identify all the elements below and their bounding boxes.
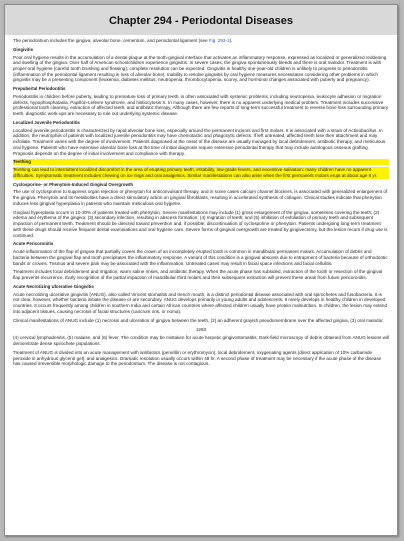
section-heading: Acute Pericoronitis [13,241,54,247]
section-heading: Gingivitis [13,46,34,52]
section-heading: Acute Necrotizing Ulcerative Gingivitis [13,284,94,289]
section-paragraph: Clinical manifestations of ANUG include (1) necrosis and ulceration of gingiva between the teeth, (2) an adherent grayish pseudomembrane over the affected gingiva, (3) oral malodor, [13,317,384,323]
section-paragraph: Acute inflammation of the flap of gingiva that partially covers the crown of an incompletely erupted tooth is common in mandibular permanent molars. Accumulation of debris and bacteria between the gingival flap and tooth precipitates the inflammatory response. A variant of this condition is a gingival abscess due to entrapment of bacteria because of orthodontic bands or crowns. Trismus and severe pain may be associated with the inflammation. Untreated cases may result in facial space infections and facial cellulitis. [13,249,388,266]
section-heading: Teething [13,159,389,165]
continued-paragraph: (4) cervical lymphadenitis, (5) malaise, and (6) fever. The condition may be mistaken for acute herpetic gingivostomatitis. Dark-field microscopy of debris obtained from ANUG lesions will demonstrate dense spirochete populations. [13,335,389,347]
section-paragraph: Localized juvenile periodontitis is characterized by rapid alveolar bone loss, especially around the permanent incisors and first molars. It is associated with a strain of Actinobacillus. In addition, the neutrophils of patients with localized juvenile periodontitis may have chemotactic and phagocytic defects. If left untreated, affected teeth lose their attachment and may exfoliate. Treatment varies with the degree of involvement. Patients diagnosed at the onset of the disease are usually managed by local debridement, antibiotic therapy, and meticulous oral hygiene. Patients who have extensive alveolar bone loss at the time of initial diagnosis require extensive periodontal therapy that may include autologous osseous grafting. Prognosis depends on the degree of initial involvement and compliance with therapy. [13,127,386,156]
section-paragraph: Treatment includes local debridement and irrigation, warm saline rinses, and antibiotic therapy. When the acute phase has subsided, extraction of the tooth or resection of the gingival flap prevents recurrence. Early recognition of the partial impaction of mandibular third molars and their subsequent extraction will prevent these areas from future pericoronitis. [13,269,383,281]
page-number: 1263 [195,326,207,332]
section-paragraph: Periodontitis in children before puberty, leading to premature loss of primary teeth, is often associated with systemic problems, including neutropenia, leukocyte adhesion or migration defects, hypophosphatasia, Papillon-Lefevre syndrome, and histiocytosis X. In many cases, however, there is no apparent underlying medical problem. Treatment includes successive professional tooth cleaning, extraction of affected teeth, and antibiotic therapy. Although there are few reports of long-term successful treatment to reverse bone loss surrounding primary teeth, diagnostic work-ups are necessary to rule out underlying systemic disease. [13,94,389,117]
intro-paragraph: The periodontium includes the gingiva, alveolar bone, cementum, and periodontal ligament (see Fig. 293-1). [13,38,233,43]
section-paragraph: Gingival hyperplasia occurs in 10-30% of patients treated with phenytoin. Severe manifestations may include (1) gross enlargement of the gingiva, sometimes covering the teeth; (2) edema and erythema of the gingiva; (3) secondary infection, resulting in abscess formation; (4) migration of teeth; and (5) inhibition of exfoliation of primary teeth and subsequent impaction of permanent teeth. Treatment should be directed toward prevention and, if possible, discontinuation of cyclosporine or phenytoin. Patients undergoing long-term treatment with these drugs should receive frequent dental examinations and oral hygiene care. Severe forms of gingival overgrowth are treated by gingivectomy, but the lesion recurs if drug use is continued. [13,209,388,238]
section-paragraph: Poor oral hygiene results in the accumulation of a dental plaque at the tooth-gingival interface that activates an inflammatory response, expressed as localized or generalized reddening and swelling of the gingiva. Over half of American schoolchildren experience gingivitis. In severe cases, the gingiva spontaneously bleeds and there is oral malodor. Treatment is with proper oral hygiene (careful tooth brushing and flossing); complete resolution can be expected. Gingivitis in healthy one-year-old children is unlikely to progress to periodontitis (inflammation of the periodontal ligament resulting in loss of alveolar bone). Inability to resolve gingivitis by oral hygiene measures necessitates considering other problems in which gingivitis may be a presenting component (leukemia, diabetes mellitus, neutropenia, thrombocytopenia, scurvy, and hormonal changes associated with puberty and pregnancy). [13,54,387,83]
document-body [13,38,389,370]
section-heading: Prepubertal Periodontitis [13,86,66,92]
figure-link[interactable]: Fig. 293-1 [208,38,230,43]
chapter-header [5,5,397,35]
document-page [4,4,398,536]
chapter-title: Chapter 294 - Periodontal Diseases [108,15,293,27]
continued-paragraph: Treatment of ANUG is divided into an acute management with antibiotics (penicillin or erythromycin), local debridement, oxygenating agents (direct application of 10% carbamide peroxide in anhydrous glycerol gel), and analgesics. Dramatic resolution usually occurs within 48 hr. A second phase of treatment may be necessary if the acute phase of the disease has caused irreversible morphologic damage to the periodontium. The disease is not contagious. [13,350,382,367]
section-paragraph: The use of cyclosporine to suppress organ rejection or phenytoin for anticonvulsant therapy, and in some cases calcium channel blockers, is associated with generalized enlargement of the gingiva. Phenytoin and its metabolites have a direct stimulatory action on gingival fibroblasts, resulting in accelerated synthesis of collagen. Clinical studies indicate that phenytoin induces less gingival hyperplasia in patients who maintain meticulous oral hygiene. [13,189,388,206]
section-paragraph: Teething can lead to intermittent localized discomfort in the area of erupting primary teeth, irritability, low-grade fevers, and excessive salivation; many children have no apparent difficulties. Symptomatic treatment includes chewing on ice rings and oral analgesics. Similar manifestations can also arise when the first permanent molars erupt at about age 6 yr. [13,167,389,178]
section-paragraph: Acute necrotizing ulcerative gingivitis (ANUG), also called Vincent stomatitis and trench mouth, is a distinct periodontal disease associated with oral spirochetes and fusobacteria. It is not clear, however, whether bacteria initiate the disease or are secondary. ANUG develops primarily in young adults and adolescents. It rarely develops in healthy children in developed countries. It occurs frequently among children in southern India and certain African countries where affected children usually have protein malnutrition. In children, the lesion may extend into adjacent tissues, causing necrosis of facial structures (cancrum oris, or noma). [13,291,388,314]
section-heading: Cyclosporine- or Phenytoin-Induced Gingival Overgrowth [13,181,134,187]
section-heading: Localized Juvenile Periodontitis [13,120,80,125]
